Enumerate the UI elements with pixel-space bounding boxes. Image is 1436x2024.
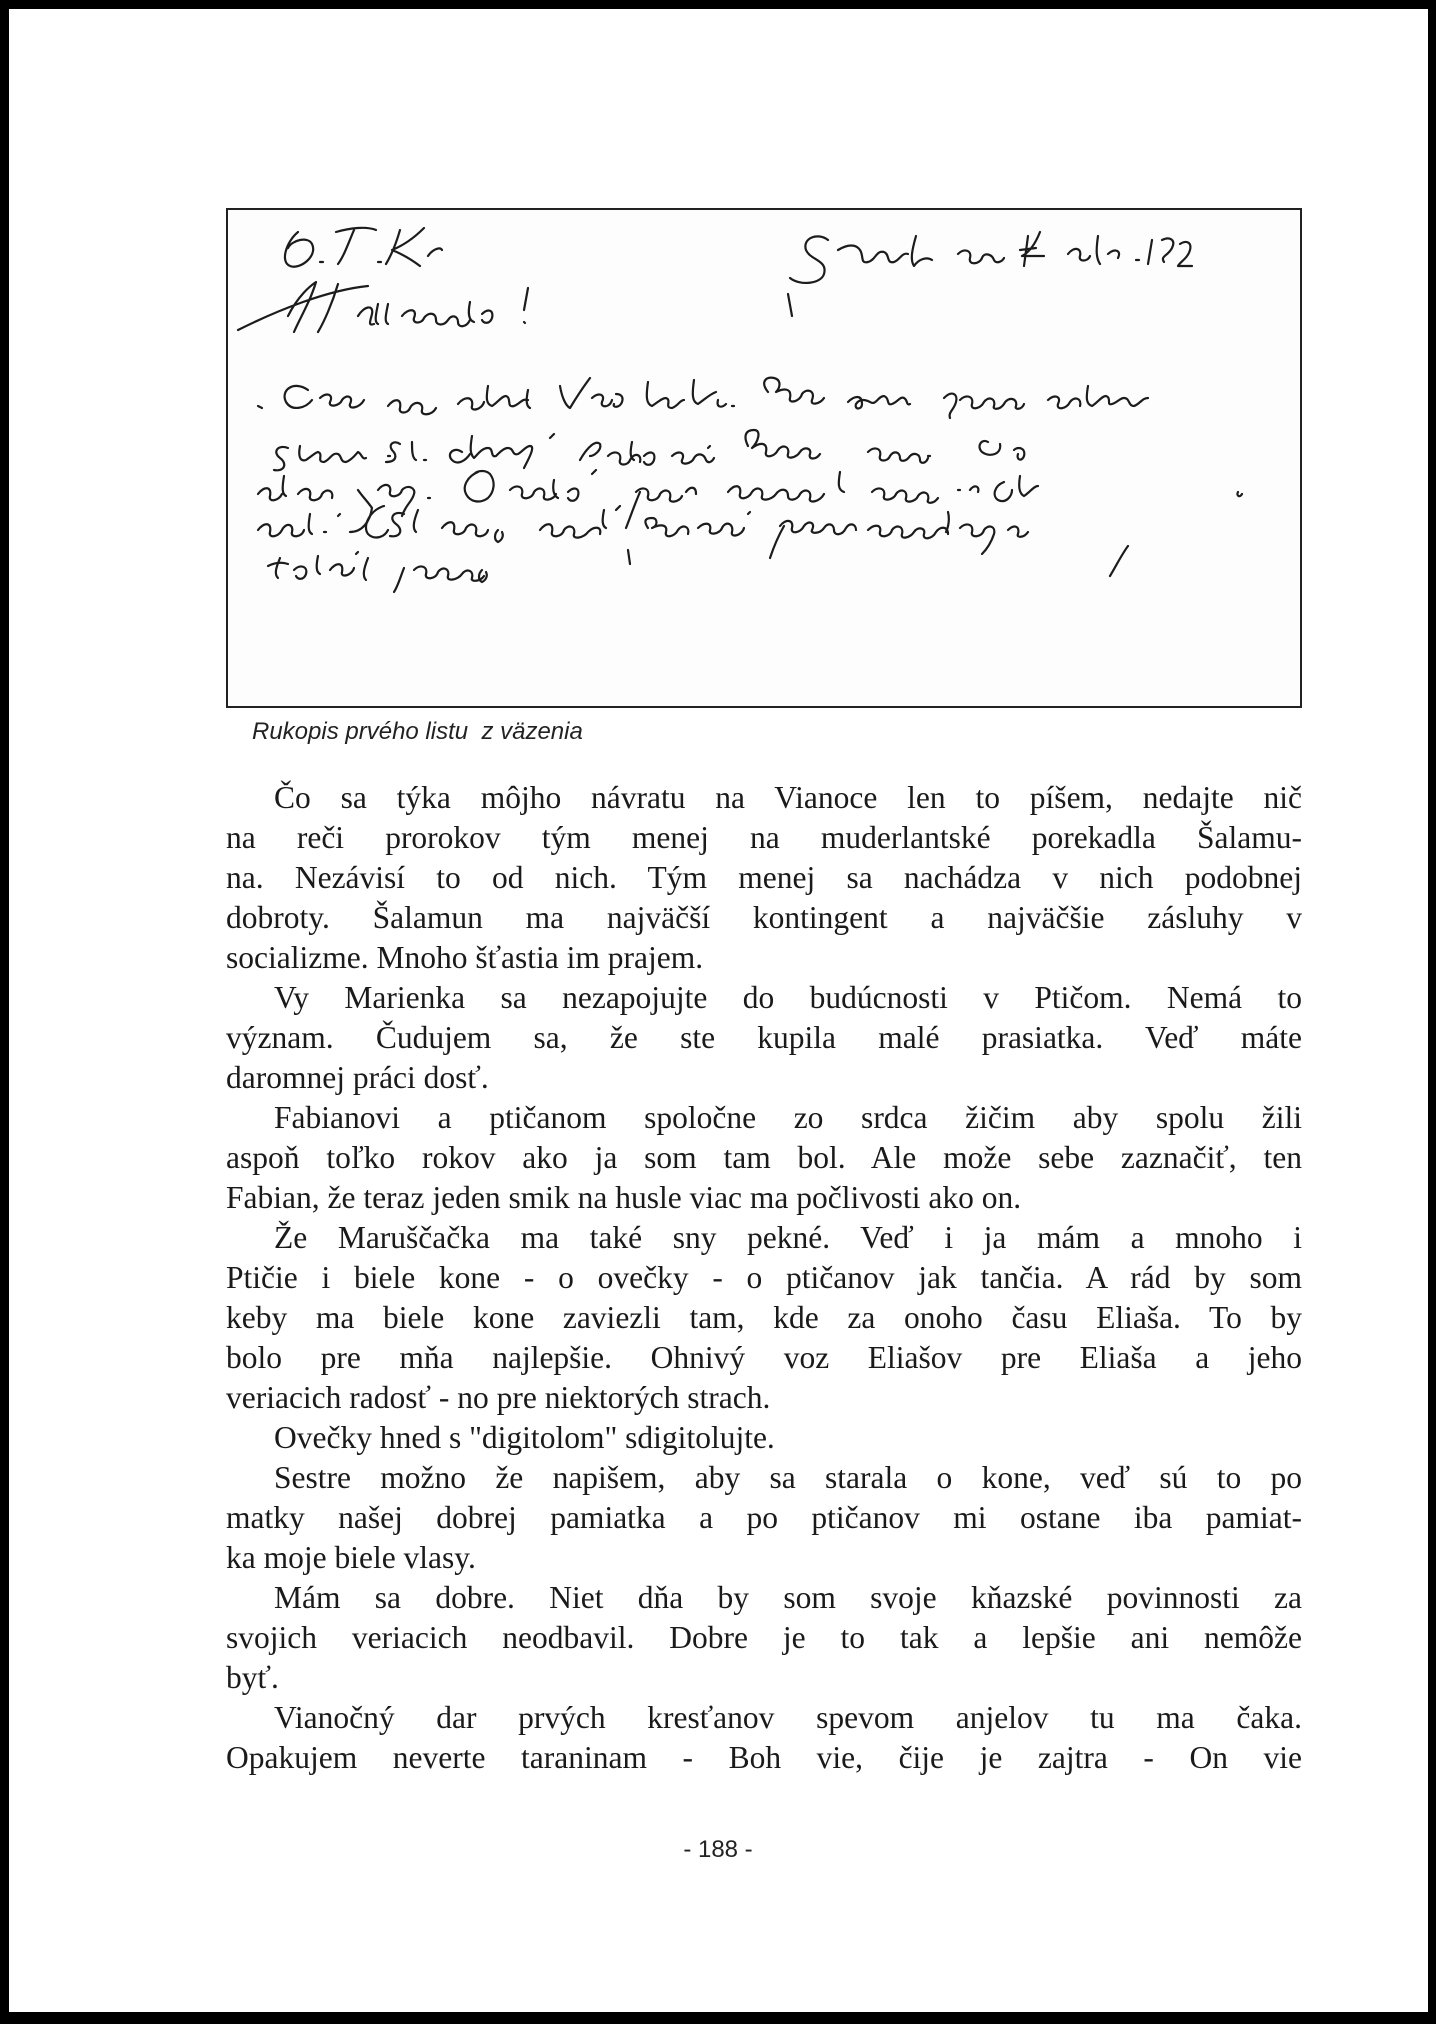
text-line: Fabian, že teraz jeden smik na husle viac ma počlivosti ako on. [226,1180,1022,1215]
text-line: Fabianovi a ptičanom spoločne zo srdca žičim aby spolu žili [274,1100,1302,1135]
text-line: na. Nezávisí to od nich. Tým menej sa nachádza v nich podobnej [226,860,1302,895]
text-line: Vianočný dar prvých kresťanov spevom anjelov tu ma čaka. [274,1700,1302,1735]
text-line: ka moje biele vlasy. [226,1540,476,1575]
text-line: dobroty. Šalamun ma najväčší kontingent a najväčšie zásluhy v [226,900,1302,935]
text-line: aspoň toľko rokov ako ja som tam bol. Ale može sebe zaznačiť, ten [226,1140,1302,1175]
text-line: Sestre možno že napišem, aby sa starala o kone, veď sú to po [274,1460,1302,1495]
text-line: bolo pre mňa najlepšie. Ohnivý voz Eliašov pre Eliaša a jeho [226,1340,1302,1375]
text-line: svojich veriacich neodbavil. Dobre je to tak a lepšie ani nemôže [226,1620,1302,1655]
text-line: na reči prorokov tým menej na muderlantské porekadla Šalamu- [226,820,1302,855]
text-line: byť. [226,1660,279,1695]
handwritten-letter-image [226,208,1302,708]
letter-body-text [226,778,1302,1778]
text-line: význam. Čudujem sa, že ste kupila malé prasiatka. Veď máte [226,1020,1302,1055]
text-line: Čo sa týka môjho návratu na Vianoce len to píšem, nedajte nič [274,780,1302,815]
image-caption: Rukopis prvého listu z väzenia [252,718,583,745]
text-line: Opakujem neverte taraninam - Boh vie, čije je zajtra - On vie [226,1740,1302,1775]
text-line: Ptičie i biele kone - o ovečky - o ptičanov jak tančia. A rád by som [226,1260,1302,1295]
text-line: Mám sa dobre. Niet dňa by som svoje kňazské povinnosti za [274,1580,1302,1615]
text-line: Vy Marienka sa nezapojujte do budúcnosti v Ptičom. Nemá to [274,980,1302,1015]
text-line: veriacich radosť - no pre niektorých strach. [226,1380,771,1415]
text-line: Ovečky hned s "digitolom" sdigitolujte. [274,1420,775,1455]
text-line: socializme. Mnoho šťastia im prajem. [226,940,704,975]
text-line: keby ma biele kone zaviezli tam, kde za onoho času Eliaša. To by [226,1300,1302,1335]
text-line: Že Maruščačka ma také sny pekné. Veď i ja mám a mnoho i [274,1220,1302,1255]
handwriting-scribbles [228,210,1300,706]
page-number: - 188 - [683,1836,753,1863]
text-line: matky našej dobrej pamiatka a po ptičanov mi ostane iba pamiat- [226,1500,1302,1535]
text-line: daromnej práci dosť. [226,1060,489,1095]
